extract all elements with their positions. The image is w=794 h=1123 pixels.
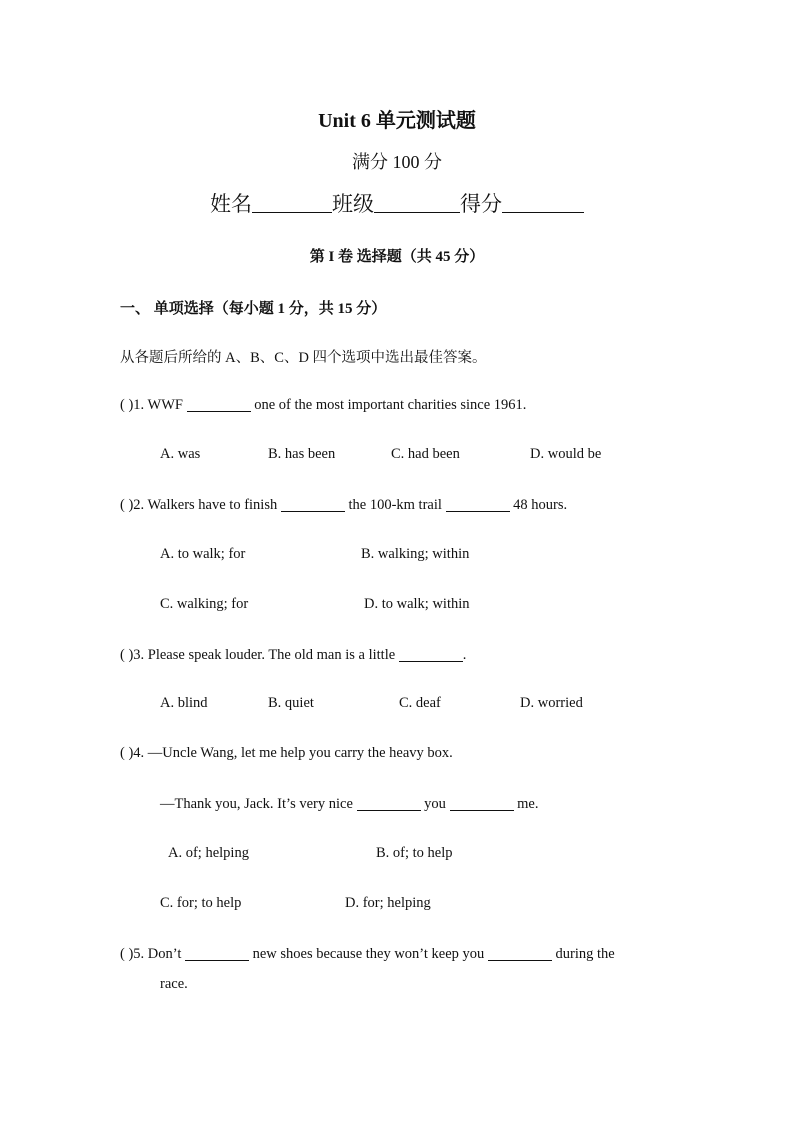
answer-blank[interactable] (281, 496, 345, 512)
question-1-text-b: one of the most important charities since 1961. (250, 397, 527, 413)
score-label: 得分 (460, 192, 502, 216)
answer-blank[interactable] (488, 945, 552, 961)
question-2-text-b: the 100-km trail (344, 497, 446, 513)
q3-option-b[interactable]: B. quiet (268, 695, 314, 711)
q2-option-b[interactable]: B. walking; within (361, 546, 470, 562)
question-5-stem (120, 945, 615, 963)
question-5-text-b: new shoes because they won’t keep you (248, 946, 488, 962)
question-5-continuation: race. (160, 976, 188, 992)
question-1-text-a: ( )1. WWF (120, 397, 187, 413)
q3-option-a[interactable]: A. blind (160, 695, 208, 711)
q4-option-d[interactable]: D. for; helping (345, 895, 431, 911)
q1-option-d[interactable]: D. would be (530, 446, 602, 462)
question-2-text-a: ( )2. Walkers have to finish (120, 497, 281, 513)
page-title: Unit 6 单元测试题 (318, 110, 476, 132)
q4-option-c[interactable]: C. for; to help (160, 895, 242, 911)
part-title: 一、 单项选择（每小题 1 分，共 15 分） (120, 301, 387, 317)
question-1-stem (120, 396, 526, 414)
class-blank[interactable] (374, 192, 460, 213)
q4-option-b[interactable]: B. of; to help (376, 845, 453, 861)
question-4-reply (160, 795, 538, 813)
q2-option-d[interactable]: D. to walk; within (364, 596, 470, 612)
q1-option-c[interactable]: C. had been (391, 446, 460, 462)
student-info-line (0, 188, 794, 218)
q4-option-a[interactable]: A. of; helping (168, 845, 249, 861)
section-title: 第 I 卷 选择题（共 45 分） (309, 249, 485, 265)
name-label: 姓名 (210, 192, 252, 216)
q2-option-a[interactable]: A. to walk; for (160, 546, 246, 562)
answer-blank[interactable] (450, 795, 514, 811)
question-4-reply-a: —Thank you, Jack. It’s very nice (160, 796, 357, 812)
full-score: 满分 100 分 (352, 152, 442, 172)
score-blank[interactable] (502, 192, 584, 213)
q1-option-b[interactable]: B. has been (268, 446, 336, 462)
question-2-text-c: 48 hours. (509, 497, 568, 513)
question-4-reply-c: me. (513, 796, 539, 812)
question-4-reply-b: you (420, 796, 450, 812)
name-blank[interactable] (252, 192, 332, 213)
question-3-text-b: . (462, 647, 467, 663)
q1-option-a[interactable]: A. was (160, 446, 201, 462)
class-label: 班级 (332, 192, 374, 216)
question-3-text-a: ( )3. Please speak louder. The old man is a little (120, 647, 399, 663)
question-3-stem (120, 646, 466, 664)
question-5-text-c: during the (551, 946, 615, 962)
answer-blank[interactable] (399, 646, 463, 662)
answer-blank[interactable] (357, 795, 421, 811)
answer-blank[interactable] (185, 945, 249, 961)
answer-blank[interactable] (446, 496, 510, 512)
q3-option-d[interactable]: D. worried (520, 695, 583, 711)
question-5-text-a: ( )5. Don’t (120, 946, 185, 962)
answer-blank[interactable] (187, 396, 251, 412)
instruction-text: 从各题后所给的 A、B、C、D 四个选项中选出最佳答案。 (120, 350, 487, 366)
question-2-stem (120, 496, 567, 514)
q3-option-c[interactable]: C. deaf (399, 695, 441, 711)
q2-option-c[interactable]: C. walking; for (160, 596, 249, 612)
question-4-stem: ( )4. —Uncle Wang, let me help you carry the heavy box. (120, 745, 453, 761)
